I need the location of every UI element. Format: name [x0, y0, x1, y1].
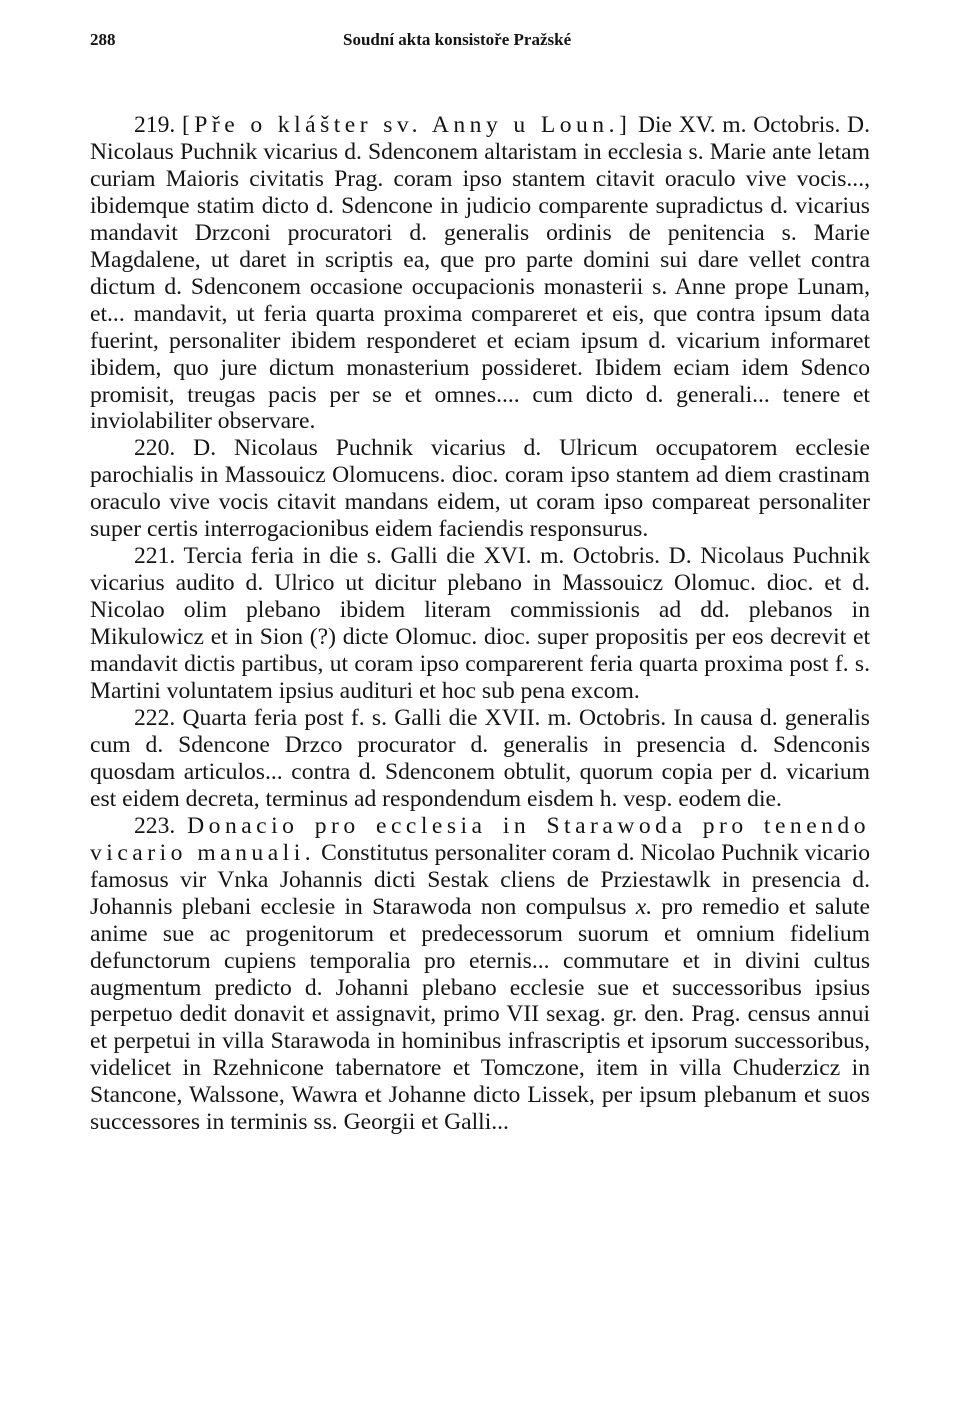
entry-number: 221. [134, 543, 176, 570]
entry-text: Die XV. m. Octobris. D. Nicolaus Puchnik vicarius d. Sdenconem altaristam in ecclesia s. Marie ante letam curiam Maioris civitatis Prag. coram ipso stantem citavit oraculo vive vocis..., ibidemque statim dicto d. Sdencone in judicio comparente supradictus d. vicarius mandavit Drzconi procuratori d. generalis ordinis de penitencia s. Marie Magdalene, ut daret in scriptis ea, que pro parte domini sui dare vellet contra dictum d. Sdenconem occasione occupacionis monasterii s. Anne prope Lunam, et... mandavit, ut feria quarta proxima compareret et eis, que contra ipsum data fuerint, personaliter ibidem responderet et eciam ipsum d. vicarium informaret ibidem, quo jure dictum monasterium possideret. Ibidem eciam idem Sdenco promisit, treugas pacis per se et omnes.... cum dicto d. generali... tenere et inviolabiliter observare. [90, 112, 870, 435]
document-page [90, 30, 870, 1136]
entry-220 [90, 435, 870, 543]
entry-heading: Donacio pro ecclesia in Starawoda pro tenendo vicario manuali. [90, 812, 870, 866]
page-number: 288 [90, 30, 116, 49]
entry-222 [90, 705, 870, 813]
entry-text-continued: pro remedio et salute anime sue ac progenitorum et predecessorum suorum et omnium fidelium defunctorum cupiens temporalia pro eternis... commutare et in divini cultus augmentum predicto d. Johanni plebano ecclesie sue et successoribus ipsius perpetuo dedit donavit et assignavit, primo VII sexag. gr. den. Prag. census annui et perpetui in villa Starawoda in hominibus infrascriptis et ipsorum successoribus, videlicet in Rzehnicone tabernatore et Tomczone, item in villa Chuderzicz in Stancone, Walssone, Wawra et Johanne dicto Lissek, per ipsum plebanum et suos successores in terminis ss. Georgii et Galli... [90, 893, 870, 1136]
document-body [90, 112, 870, 1136]
entry-text: Constitutus personaliter coram d. Nicolao Puchnik vicario famosus vir Vnka Johannis dicti Sestak cliens de Prziestawlk in presencia d. Johannis plebani ecclesie in Starawoda non compulsus [90, 839, 870, 920]
running-title: Soudní akta konsistoře Pražské [343, 30, 572, 49]
entry-heading: [Pře o klášter sv. Anny u Loun.] [181, 112, 632, 138]
entry-number: 222. [134, 704, 176, 731]
entry-text: Quarta feria post f. s. Galli die XVII. m. Octobris. In causa d. generalis cum d. Sdencone Drzco procurator d. generalis in presencia d. Sdenconis quosdam articulos... contra d. Sdenconem obtulit, quorum copia per d. vicarium est eidem decreta, terminus ad respondendum eisdem h. vesp. eodem die. [90, 704, 870, 812]
entry-text: D. Nicolaus Puchnik vicarius d. Ulricum occupatorem ecclesie parochialis in Massouicz Olomucens. dioc. coram ipso stantem ad diem crastinam oraculo vive vocis citavit mandans eidem, ut coram ipso compareat personaliter super certis interrogacionibus eidem faciendis responsurus. [90, 435, 870, 543]
entry-223 [90, 813, 870, 1136]
running-head [90, 30, 870, 58]
entry-221 [90, 543, 870, 705]
entry-number: 223. [134, 812, 176, 839]
entry-text: Tercia feria in die s. Galli die XVI. m. Octobris. D. Nicolaus Puchnik vicarius audito d. Ulrico ut dicitur plebano in Massouicz Olomuc. dioc. et d. Nicolao olim plebano ibidem literam commissionis ad dd. plebanos in Mikulowicz et in Sion (?) dicte Olomuc. dioc. super propositis per eos decrevit et mandavit dictis partibus, ut coram ipso comparerent feria quarta proxima post f. s. Martini voluntatem ipsius audituri et hoc sub pena excom. [90, 543, 870, 705]
entry-number: 220. [134, 435, 176, 462]
entry-219 [90, 112, 870, 435]
abbreviation-mark: x. [635, 893, 653, 920]
entry-number: 219. [134, 112, 176, 138]
